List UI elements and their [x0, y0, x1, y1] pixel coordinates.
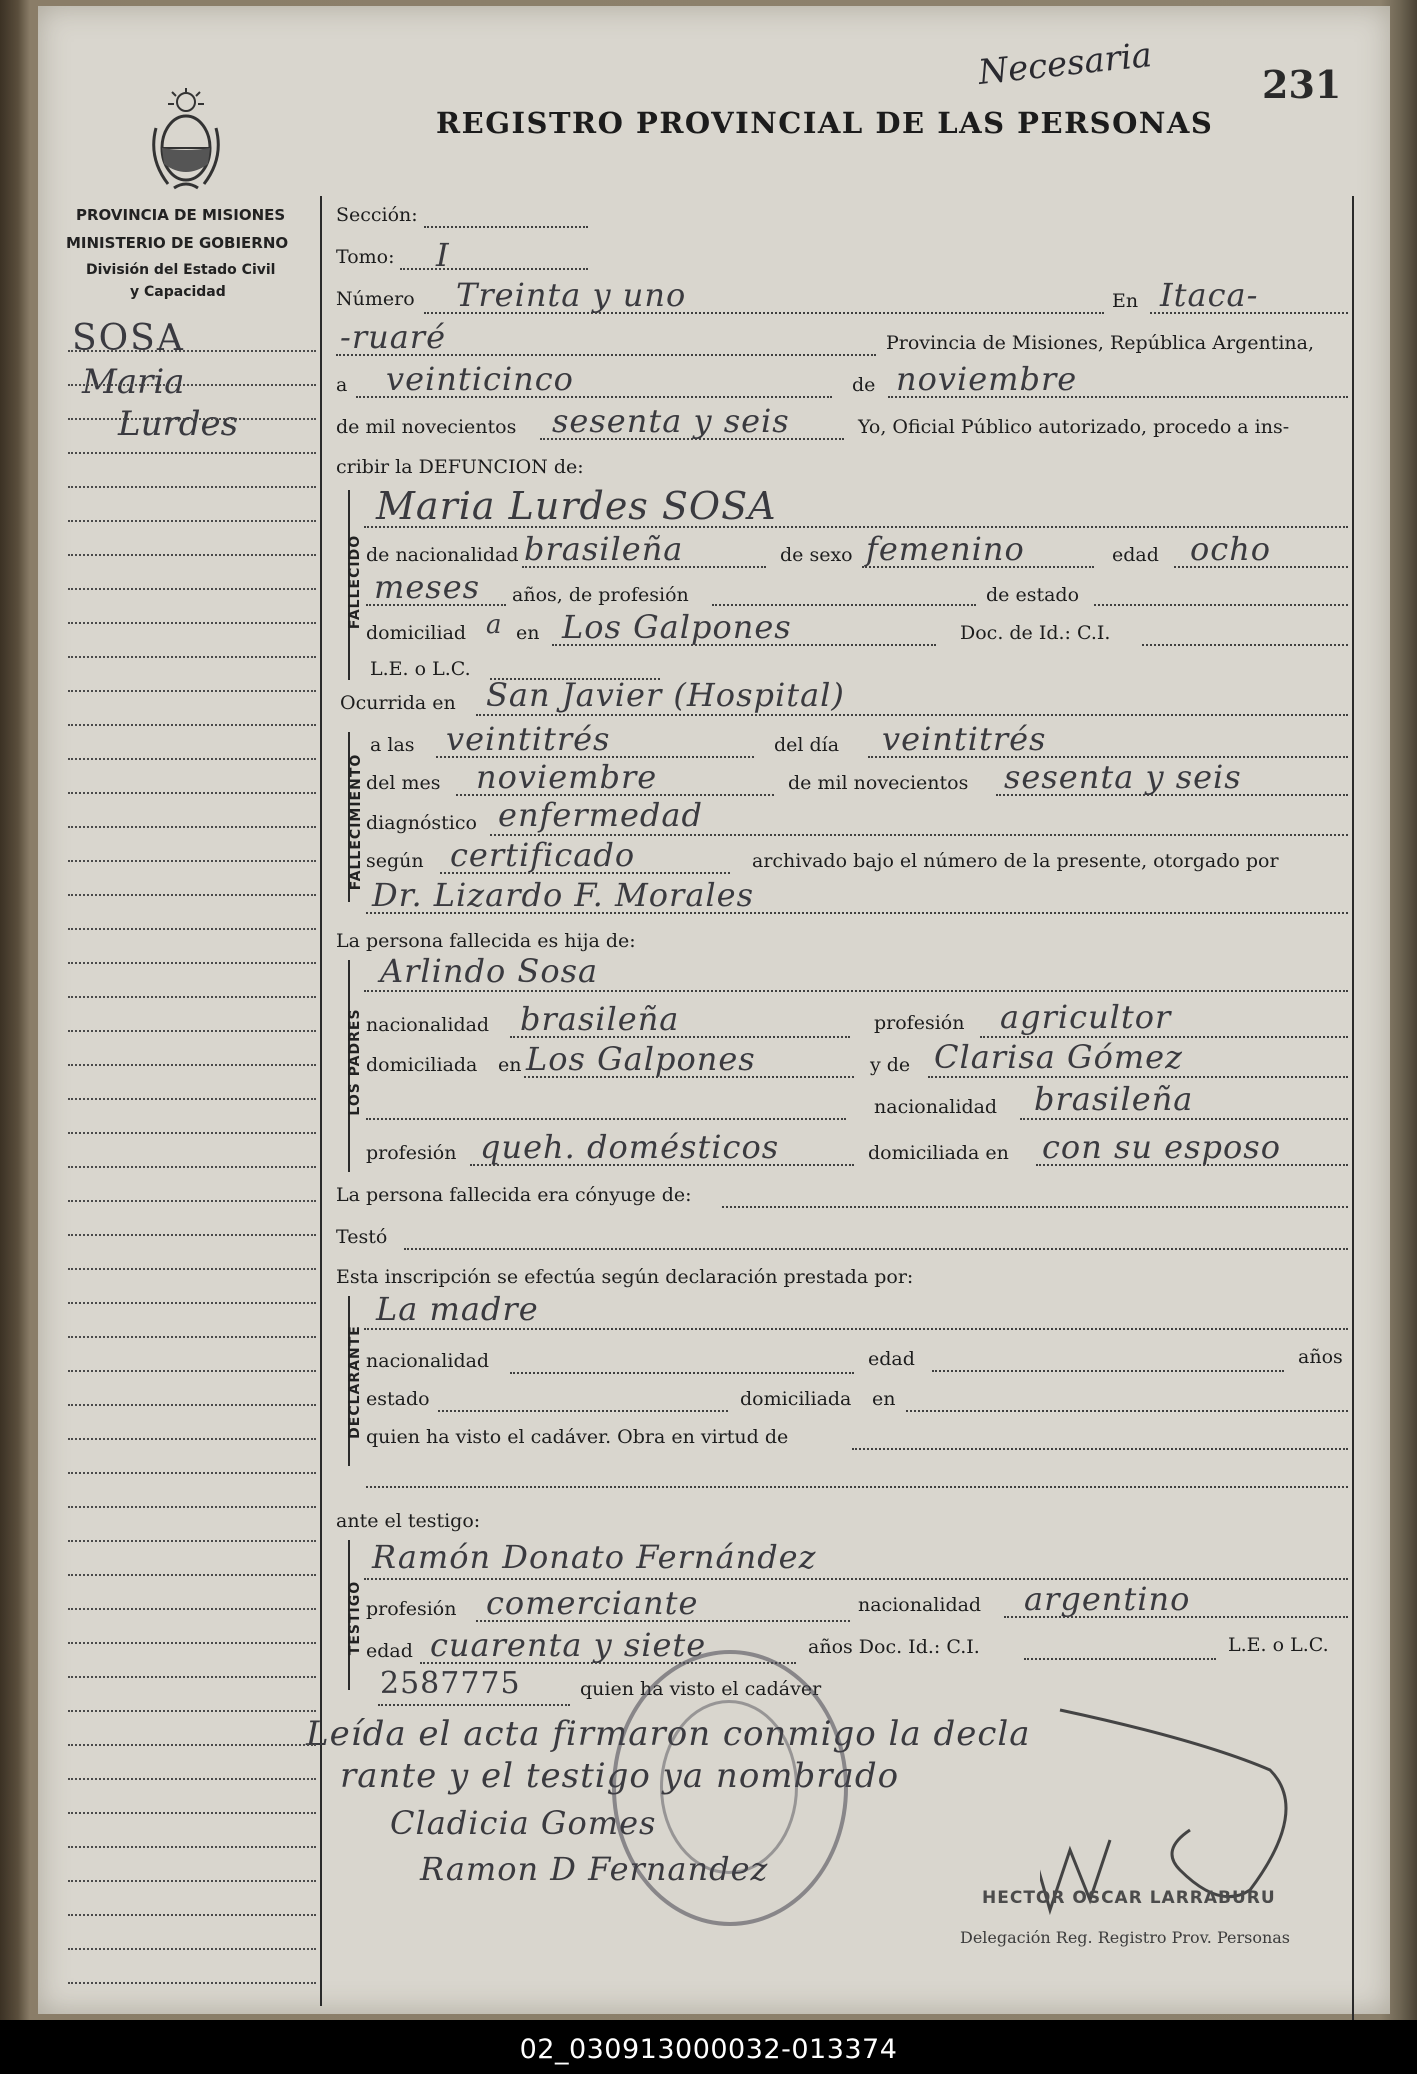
side-label-testigo: TESTIGO	[347, 1580, 363, 1656]
ministry-heading: MINISTERIO DE GOBIERNO	[66, 234, 289, 252]
dotline	[510, 1372, 854, 1374]
hw-diagnostico: enfermedad	[498, 796, 703, 834]
side-label-declarante: DECLARANTE	[347, 1325, 363, 1439]
label-t-visto: quien ha visto el cadáver	[580, 1678, 822, 1700]
dotline	[928, 1076, 1348, 1078]
dotline	[1024, 1658, 1216, 1660]
label-en: En	[1112, 290, 1139, 312]
label-d-en: en	[872, 1388, 896, 1410]
hw-padre-dom: Los Galpones	[526, 1040, 756, 1078]
dotline	[364, 1578, 1348, 1580]
label-en2: en	[516, 622, 540, 644]
margin-dotline	[68, 1506, 316, 1508]
division-line-1: División del Estado Civil	[86, 262, 276, 278]
label-le: L.E. o L.C.	[370, 658, 471, 680]
margin-dotline	[68, 1744, 316, 1746]
margin-dotline	[68, 1370, 316, 1372]
label-t-le: L.E. o L.C.	[1228, 1634, 1329, 1656]
label-d-estado: estado	[366, 1388, 430, 1410]
margin-dotline	[68, 486, 316, 488]
label-t-nacionalidad: nacionalidad	[858, 1594, 982, 1616]
margin-dotline	[68, 622, 316, 624]
hw-lugar-1: Itaca-	[1160, 276, 1259, 314]
hw-ocurrida: San Javier (Hospital)	[486, 676, 845, 714]
coat-of-arms-icon	[148, 88, 224, 194]
margin-dotline	[68, 1336, 316, 1338]
label-p-profesion: profesión	[874, 1012, 965, 1034]
side-label-fallecido: FALLECIDO	[347, 534, 363, 630]
hw-domicilio-a: a	[486, 610, 503, 640]
dotline	[438, 1410, 728, 1412]
label-de-mil: de mil novecientos	[336, 416, 517, 438]
hw-hora: veintitrés	[446, 720, 611, 758]
hw-testigo-nac: argentino	[1024, 1580, 1191, 1618]
margin-dotline	[68, 1098, 316, 1100]
dotline	[932, 1370, 1284, 1372]
margin-dotline	[68, 1778, 316, 1780]
margin-dotline	[68, 1200, 316, 1202]
margin-dotline	[68, 724, 316, 726]
hw-meses: meses	[374, 568, 481, 606]
hw-declarante: La madre	[376, 1290, 539, 1328]
margin-dotline	[68, 1234, 316, 1236]
hw-sexo: femenino	[866, 530, 1025, 568]
label-t-anos-doc: años Doc. Id.: C.I.	[808, 1636, 980, 1658]
label-tomo: Tomo:	[336, 246, 395, 268]
label-a-las: a las	[370, 734, 415, 756]
side-label-fallecimiento: FALLECIMIENTO	[348, 753, 364, 891]
margin-dotline	[68, 1846, 316, 1848]
margin-dotline	[68, 1030, 316, 1032]
hw-mes: noviembre	[896, 360, 1078, 398]
province-heading: PROVINCIA DE MISIONES	[76, 206, 286, 224]
margin-dotline	[68, 1472, 316, 1474]
dotline	[378, 1704, 570, 1706]
label-a: a	[336, 374, 348, 396]
hw-anio: sesenta y seis	[552, 402, 790, 440]
margin-dotline	[68, 996, 316, 998]
division-line-2: y Capacidad	[130, 284, 226, 300]
label-p-profesion2: profesión	[366, 1142, 457, 1164]
signature-declarante: Cladicia Gomes	[390, 1804, 657, 1842]
dotline	[852, 1448, 1348, 1450]
margin-dotline	[68, 384, 316, 386]
margin-dotline	[68, 792, 316, 794]
margin-dotline	[68, 350, 316, 352]
label-t-profesion: profesión	[366, 1598, 457, 1620]
margin-dotline	[68, 1982, 316, 1984]
label-diagnostico: diagnóstico	[366, 812, 477, 834]
hw-dia-fall: veintitrés	[882, 720, 1047, 758]
margin-dotline	[68, 452, 316, 454]
margin-dotline	[68, 1710, 316, 1712]
dotline	[404, 1248, 1348, 1250]
margin-dotline	[68, 894, 316, 896]
dotline	[476, 714, 1348, 716]
label-del-dia: del día	[774, 734, 840, 756]
label-hija-de: La persona fallecida es hija de:	[336, 930, 636, 952]
margin-dotline	[68, 1438, 316, 1440]
margin-dotline	[68, 656, 316, 658]
hw-dia: veinticinco	[386, 360, 574, 398]
corner-annotation: Necesaria	[976, 35, 1154, 93]
margin-dotline	[68, 1608, 316, 1610]
label-p-domiciliada-en: domiciliada en	[868, 1142, 1009, 1164]
dotline	[424, 226, 588, 228]
hw-madre-prof: queh. domésticos	[480, 1128, 780, 1166]
official-signature-icon	[1040, 1700, 1320, 1920]
official-seal-inner	[660, 1700, 798, 1874]
margin-dotline	[68, 1540, 316, 1542]
hw-padre-nac: brasileña	[520, 1000, 680, 1038]
margin-name-1: Maria	[82, 362, 185, 402]
label-ante: ante el testigo:	[336, 1510, 481, 1532]
label-estado: de estado	[986, 584, 1080, 606]
dotline	[712, 604, 976, 606]
label-numero: Número	[336, 288, 415, 310]
margin-dotline	[68, 1948, 316, 1950]
hw-testigo-edad: cuarenta y siete	[430, 1626, 707, 1664]
hw-madre-dom: con su esposo	[1042, 1128, 1281, 1166]
label-conyuge: La persona fallecida era cónyuge de:	[336, 1184, 692, 1206]
dotline	[1142, 644, 1348, 646]
signature-testigo: Ramon D Fernandez	[420, 1850, 769, 1888]
dotline	[722, 1206, 1348, 1208]
margin-dotline	[68, 418, 316, 420]
label-domiciliad: domiciliad	[366, 622, 467, 644]
label-p-en: en	[498, 1054, 522, 1076]
file-id-label: 02_030913000032-013374	[519, 2034, 898, 2065]
label-doc: Doc. de Id.: C.I.	[960, 622, 1111, 644]
hw-domicilio: Los Galpones	[562, 608, 792, 646]
right-margin-line	[1352, 196, 1354, 2036]
label-de-mil2: de mil novecientos	[788, 772, 969, 794]
hw-segun: certificado	[450, 836, 636, 874]
margin-surname: SOSA	[72, 318, 185, 359]
label-provincia: Provincia de Misiones, República Argentina,	[886, 332, 1315, 354]
label-p-domiciliada: domiciliada	[366, 1054, 478, 1076]
label-d-visto: quien ha visto el cadáver. Obra en virtud de	[366, 1426, 789, 1448]
label-oficial: Yo, Oficial Público autorizado, procedo a ins-	[858, 416, 1290, 438]
margin-name-2: Lurdes	[118, 404, 239, 444]
label-testo: Testó	[336, 1226, 388, 1248]
label-d-domiciliada: domiciliada	[740, 1388, 852, 1410]
hw-tomo: I	[436, 236, 450, 274]
label-archivado: archivado bajo el número de la presente, otorgado por	[752, 850, 1279, 872]
hw-lugar-2: -ruaré	[340, 318, 447, 356]
label-inscribir: cribir la DEFUNCION de:	[336, 456, 584, 478]
label-p-nacionalidad2: nacionalidad	[874, 1096, 998, 1118]
label-nacionalidad: de nacionalidad	[366, 544, 519, 566]
margin-dotline	[68, 758, 316, 760]
page-title: REGISTRO PROVINCIAL DE LAS PERSONAS	[436, 106, 1214, 140]
hw-testigo-ci: 2587775	[380, 1666, 521, 1701]
margin-dotline	[68, 860, 316, 862]
dotline	[366, 1118, 846, 1120]
label-ocurrida: Ocurrida en	[340, 692, 456, 714]
label-y-de: y de	[870, 1054, 911, 1076]
label-d-edad: edad	[868, 1348, 915, 1370]
side-label-padres: LOS PADRES	[347, 1008, 363, 1116]
margin-dotline	[68, 690, 316, 692]
label-anos-profesion: años, de profesión	[512, 584, 689, 606]
dotline	[906, 1410, 1348, 1412]
margin-dotline	[68, 1676, 316, 1678]
label-p-nacionalidad: nacionalidad	[366, 1014, 490, 1036]
margin-dotline	[68, 1268, 316, 1270]
hw-padre: Arlindo Sosa	[380, 952, 599, 990]
dotline	[364, 990, 1348, 992]
hw-padre-prof: agricultor	[1000, 998, 1172, 1036]
margin-dotline	[68, 1880, 316, 1882]
hw-testigo: Ramón Donato Fernández	[372, 1538, 817, 1576]
dotline	[1020, 1118, 1348, 1120]
hw-nombre: Maria Lurdes SOSA	[376, 484, 777, 528]
delegation-text: Delegación Reg. Registro Prov. Personas	[960, 1928, 1290, 1947]
margin-dotline	[68, 1302, 316, 1304]
margin-dotline	[68, 1064, 316, 1066]
hw-cierre-2: rante y el testigo ya nombrado	[340, 1756, 900, 1796]
hw-mes-fall: noviembre	[476, 758, 658, 796]
margin-dotline	[68, 1166, 316, 1168]
hw-testigo-prof: comerciante	[486, 1584, 699, 1622]
margin-dotline	[68, 1574, 316, 1576]
label-d-anos: años	[1298, 1346, 1343, 1368]
margin-dotline	[68, 962, 316, 964]
label-inscripcion: Esta inscripción se efectúa según declaración prestada por:	[336, 1266, 914, 1288]
dotline	[366, 1486, 1348, 1488]
label-t-edad: edad	[366, 1640, 413, 1662]
dotline	[400, 268, 588, 270]
margin-dotline	[68, 520, 316, 522]
label-edad: edad	[1112, 544, 1159, 566]
hw-madre-nac: brasileña	[1034, 1080, 1194, 1118]
label-segun: según	[366, 850, 424, 872]
dotline	[1094, 604, 1348, 606]
margin-dotline	[68, 1404, 316, 1406]
label-d-nacionalidad: nacionalidad	[366, 1350, 490, 1372]
dotline	[364, 1328, 1348, 1330]
margin-dotline	[68, 826, 316, 828]
hw-nacionalidad: brasileña	[524, 530, 684, 568]
label-seccion: Sección:	[336, 204, 418, 226]
label-del-mes: del mes	[366, 772, 441, 794]
hw-cierre-1: Leída el acta firmaron conmigo la decla	[306, 1714, 1031, 1754]
hw-anio-fall: sesenta y seis	[1004, 758, 1242, 796]
hw-numero: Treinta y uno	[456, 276, 687, 314]
margin-dotline	[68, 1914, 316, 1916]
hw-madre: Clarisa Gómez	[934, 1038, 1183, 1076]
label-de: de	[852, 374, 876, 396]
margin-dotline	[68, 1812, 316, 1814]
page-number: 231	[1262, 62, 1342, 107]
signer-name: HECTOR OSCAR LARRABURU	[982, 1888, 1276, 1908]
margin-dotline	[68, 588, 316, 590]
margin-dotline	[68, 1642, 316, 1644]
margin-dotline	[68, 554, 316, 556]
margin-dotline	[68, 1132, 316, 1134]
hw-medico: Dr. Lizardo F. Morales	[372, 876, 754, 914]
margin-dotline	[68, 928, 316, 930]
hw-edad: ocho	[1190, 530, 1272, 568]
label-sexo: de sexo	[780, 544, 853, 566]
